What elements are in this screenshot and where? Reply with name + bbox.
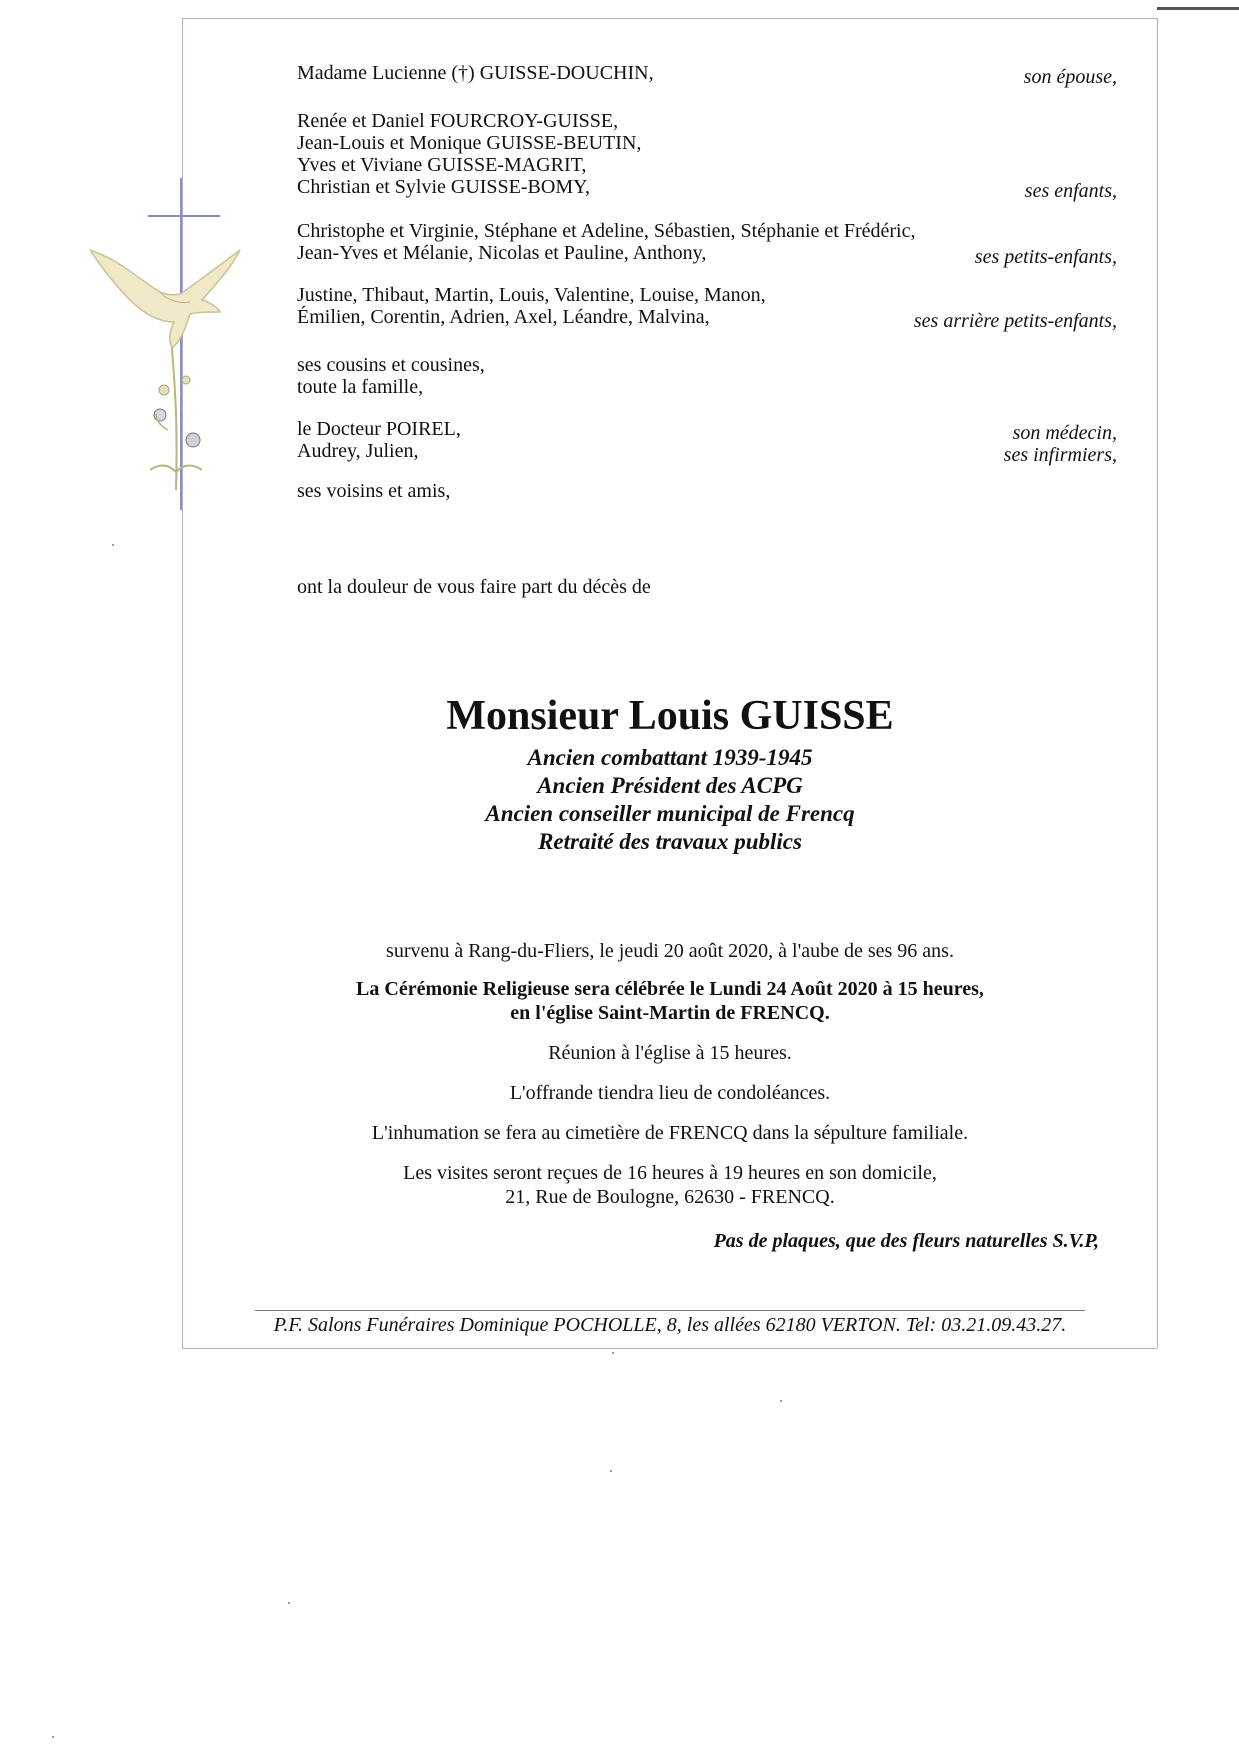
visits-address: 21, Rue de Boulogne, 62630 - FRENCQ. — [505, 1186, 835, 1208]
funeral-home-footer: P.F. Salons Funéraires Dominique POCHOLLE, 8, les allées 62180 VERTON. Tel: 03.21.09.43.27. — [273, 1314, 1067, 1336]
burial-line: L'inhumation se fera au cimetière de FRENCQ dans la sépulture familiale. — [371, 1122, 969, 1144]
deceased-title: Retraité des travaux publics — [538, 829, 802, 854]
cross-icon-bar — [148, 215, 220, 217]
scan-speck — [612, 1352, 614, 1354]
death-notice: survenu à Rang-du-Fliers, le jeudi 20 août 2020, à l'aube de ses 96 ans. — [386, 940, 954, 962]
scan-speck — [52, 1736, 54, 1738]
family-line: Yves et Viviane GUISSE-MAGRIT, — [297, 154, 587, 176]
deceased-title: Ancien Président des ACPG — [537, 773, 803, 798]
flowers-note: Pas de plaques, que des fleurs naturelles S.V.P, — [713, 1230, 1099, 1252]
family-line: Audrey, Julien, — [297, 440, 419, 462]
family-line: le Docteur POIREL, — [297, 418, 461, 440]
offering-line: L'offrande tiendra lieu de condoléances. — [509, 1082, 831, 1104]
scan-speck — [610, 1470, 612, 1472]
relation-label: son épouse, — [1023, 66, 1117, 88]
footer-divider — [255, 1310, 1085, 1311]
relation-label: ses enfants, — [1024, 180, 1117, 202]
scan-speck — [780, 1400, 782, 1402]
family-line: toute la famille, — [297, 376, 424, 398]
relation-label: ses infirmiers, — [1003, 444, 1117, 466]
family-line: ses voisins et amis, — [297, 480, 451, 502]
deceased-name: Monsieur Louis GUISSE — [446, 693, 894, 739]
ceremony-line: La Cérémonie Religieuse sera célébrée le Lundi 24 Août 2020 à 15 heures, — [356, 978, 984, 1000]
deceased-title: Ancien combattant 1939-1945 — [527, 745, 813, 770]
scan-speck — [112, 544, 114, 546]
relation-label: son médecin, — [1012, 422, 1117, 444]
dove-with-flowers-icon — [90, 230, 270, 510]
family-line: Jean-Yves et Mélanie, Nicolas et Pauline, Anthony, — [297, 242, 707, 264]
frame-bottom-border — [182, 1348, 1157, 1349]
family-line: Émilien, Corentin, Adrien, Axel, Léandre, Malvina, — [297, 306, 710, 328]
frame-top-border — [182, 18, 1157, 19]
family-line: Renée et Daniel FOURCROY-GUISSE, — [297, 110, 619, 132]
family-line: Christian et Sylvie GUISSE-BOMY, — [297, 176, 590, 198]
family-line: Madame Lucienne (†) GUISSE-DOUCHIN, — [297, 62, 654, 84]
family-line: ses cousins et cousines, — [297, 354, 485, 376]
frame-right-border — [1157, 18, 1158, 1348]
family-line: Jean-Louis et Monique GUISSE-BEUTIN, — [297, 132, 642, 154]
relation-label: ses arrière petits-enfants, — [913, 310, 1117, 332]
intro-text: ont la douleur de vous faire part du décès de — [297, 576, 651, 598]
ceremony-location: en l'église Saint-Martin de FRENCQ. — [510, 1002, 830, 1024]
scan-speck — [288, 1602, 290, 1604]
scan-edge-mark — [1157, 7, 1239, 10]
meeting-line: Réunion à l'église à 15 heures. — [548, 1042, 792, 1064]
family-line: Christophe et Virginie, Stéphane et Adeline, Sébastien, Stéphanie et Frédéric, — [297, 220, 916, 242]
frame-left-border — [182, 18, 183, 1348]
family-line: Justine, Thibaut, Martin, Louis, Valentine, Louise, Manon, — [297, 284, 766, 306]
deceased-titles — [320, 744, 1020, 856]
deceased-title: Ancien conseiller municipal de Frencq — [485, 801, 855, 826]
relation-label: ses petits-enfants, — [974, 246, 1117, 268]
visits-line: Les visites seront reçues de 16 heures à 19 heures en son domicile, — [403, 1162, 937, 1184]
